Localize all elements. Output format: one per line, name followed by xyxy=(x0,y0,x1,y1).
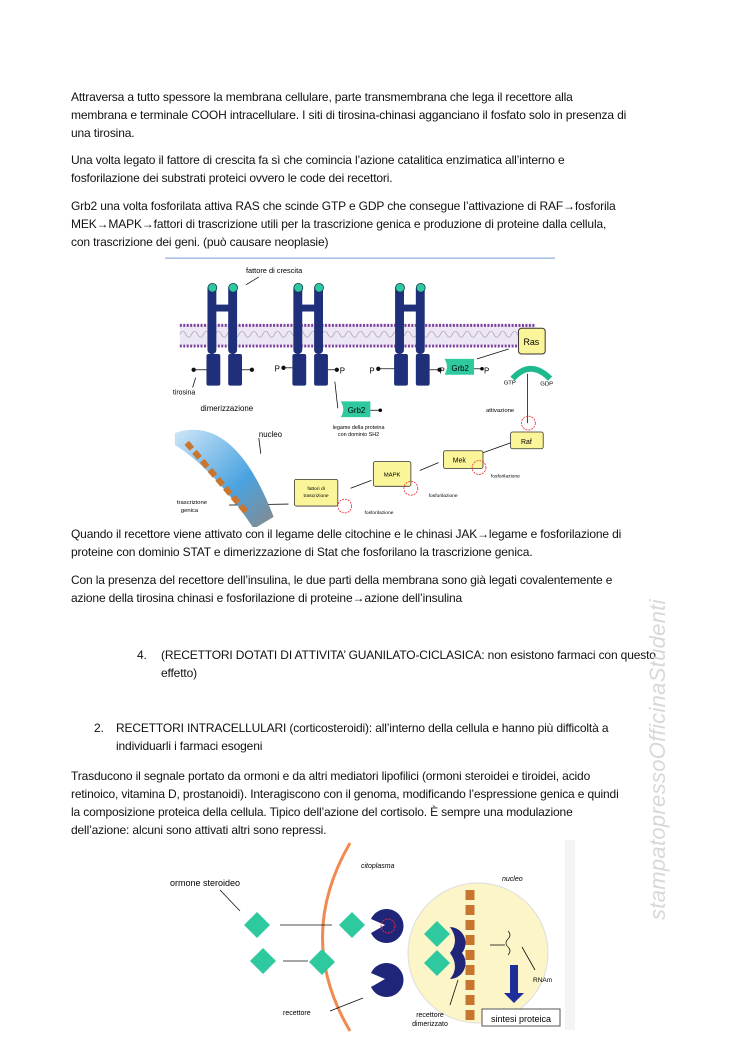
label-dimerized-receptor: dimerizzato xyxy=(412,1021,448,1028)
text-line: effetto) xyxy=(161,666,197,680)
label-protein-synthesis: sintesi proteica xyxy=(490,1014,552,1024)
text-line: Grb2 una volta fosforilata attiva RAS che scinde GTP e GDP che consegue l’attivazione di RAF→fosforila xyxy=(71,199,616,213)
text-line: azione della tirosina chinasi e fosforilazione di proteine→azione dell’insulina xyxy=(71,591,463,605)
label-phosphate: P xyxy=(369,366,375,376)
label-phosphate: P xyxy=(274,364,280,374)
label-mapk: MAPK xyxy=(383,472,401,479)
text-line: Con la presenza del recettore dell’insulina, le due parti della membrana sono già legati covalentemente e xyxy=(71,573,613,587)
text-line: fosforilazione dei substrati proteici ovvero le code dei recettori. xyxy=(71,171,393,185)
label-raf: Raf xyxy=(521,438,532,446)
paragraph-growth-factor xyxy=(71,151,564,187)
label-phosphate: P xyxy=(439,366,445,376)
label-transcription-factors: trascrizione xyxy=(303,494,329,500)
label-receptor: recettore xyxy=(283,1010,311,1017)
text-line: MEK→MAPK→fattori di trascrizione utili per la trascrizione genica e produzione di proteine dalla cellula, xyxy=(71,217,607,231)
label-gene-transcription: genica xyxy=(180,507,199,514)
list-number: 2. xyxy=(94,721,104,735)
text-line: RECETTORI INTRACELLULARI (corticosteroidi): all’interno della cellula e hanno più difficoltà a xyxy=(116,721,609,735)
figure-intracellular-receptor xyxy=(160,835,580,1035)
text-line: membrana e terminale COOH intracellulare. I siti di tirosina-chinasi agganciano il fosfato solo in presenza di xyxy=(71,108,627,122)
label-mek: Mek xyxy=(452,457,466,465)
label-grb2: Grb2 xyxy=(347,406,366,416)
label-phosphorylation: fosforilazione xyxy=(364,510,394,516)
paragraph-grb2 xyxy=(71,197,616,251)
list-number: 4. xyxy=(137,648,147,662)
label-grb2: Grb2 xyxy=(451,363,469,373)
text-line: una tirosina. xyxy=(71,126,135,140)
text-line: (RECETTORI DOTATI DI ATTIVITA’ GUANILATO-CICLASICA: non esistono farmaci con questo xyxy=(161,648,656,662)
label-tyrosine: tirosina xyxy=(172,389,196,397)
label-sh2: legame della proteina xyxy=(332,425,385,432)
label-steroid-hormone: ormone steroideo xyxy=(170,878,241,888)
label-nucleus: nucleo xyxy=(258,429,283,439)
text-line: Trasducono il segnale portato da ormoni e da altri mediatori lipofilici (ormoni steroidei e tiroidei, acido xyxy=(71,769,591,783)
text-line: retinoico, vitamina D, prostanoidi). Interagiscono con il genoma, modificando l’espressione genica e quindi xyxy=(71,787,619,801)
label-dimerized-receptor: recettore xyxy=(416,1012,444,1019)
paragraph-lipophilic-mediators xyxy=(71,767,619,839)
label-phosphorylation: fosforilazione xyxy=(490,474,520,480)
text-line: Una volta legato il fattore di crescita fa sì che comincia l’azione catalitica enzimatica all’interno e xyxy=(71,153,565,167)
label-phosphate: P xyxy=(483,366,490,376)
figure-tyrosine-kinase-pathway xyxy=(165,255,560,527)
text-line: la composizione proteica della cellula. Tipico dell’azione del cortisolo. È sempre una modulazione xyxy=(71,805,573,819)
paragraph-jak-stat xyxy=(71,525,621,561)
text-line: dell’azione: alcuni sono attivati altri sono repressi. xyxy=(71,823,327,837)
text-line: con trascrizione dei geni. (può causare neoplasie) xyxy=(71,235,329,249)
text-line: Quando il recettore viene attivato con il legame delle citochine e le chinasi JAK→legame e fosforilazione di xyxy=(71,527,622,541)
label-phosphorylation: fosforilazione xyxy=(428,494,458,500)
label-dimerization: dimerizzazione xyxy=(200,404,254,414)
paragraph-insulin xyxy=(71,571,612,607)
label-transcription-factors: fattori di xyxy=(307,487,325,493)
cell-membrane-arc xyxy=(323,843,351,1031)
label-ras: Ras xyxy=(523,337,540,348)
text-line: Attraversa a tutto spessore la membrana cellulare, parte transmembrana che lega il recettore alla xyxy=(71,90,573,104)
watermark: stampatopressoOfficinaStudenti xyxy=(645,599,670,920)
text-line: individuarli i farmaci esogeni xyxy=(116,739,263,753)
label-mrna: RNAm xyxy=(533,977,553,984)
label-phosphate: P xyxy=(339,366,346,376)
nucleus-circle xyxy=(408,883,548,1023)
label-gdp: GDP xyxy=(540,381,554,388)
label-nucleus: nucleo xyxy=(502,876,523,883)
label-activation: attivazione xyxy=(485,408,515,415)
gtp-gdp-arrow-icon xyxy=(513,369,551,379)
text-line: proteine con dominio STAT e dimerizzazione di Stat che fosforilano la trascrizione genica. xyxy=(71,545,533,559)
label-gtp: GTP xyxy=(503,380,516,387)
label-growth-factor: fattore di crescita xyxy=(245,265,303,275)
label-gene-transcription: trascrizione xyxy=(176,500,208,507)
label-cytoplasm: citoplasma xyxy=(361,863,395,870)
growth-factor-icons xyxy=(208,283,425,292)
label-sh2: con dominio SH2 xyxy=(337,431,380,438)
paragraph-receptor-structure xyxy=(71,88,626,142)
